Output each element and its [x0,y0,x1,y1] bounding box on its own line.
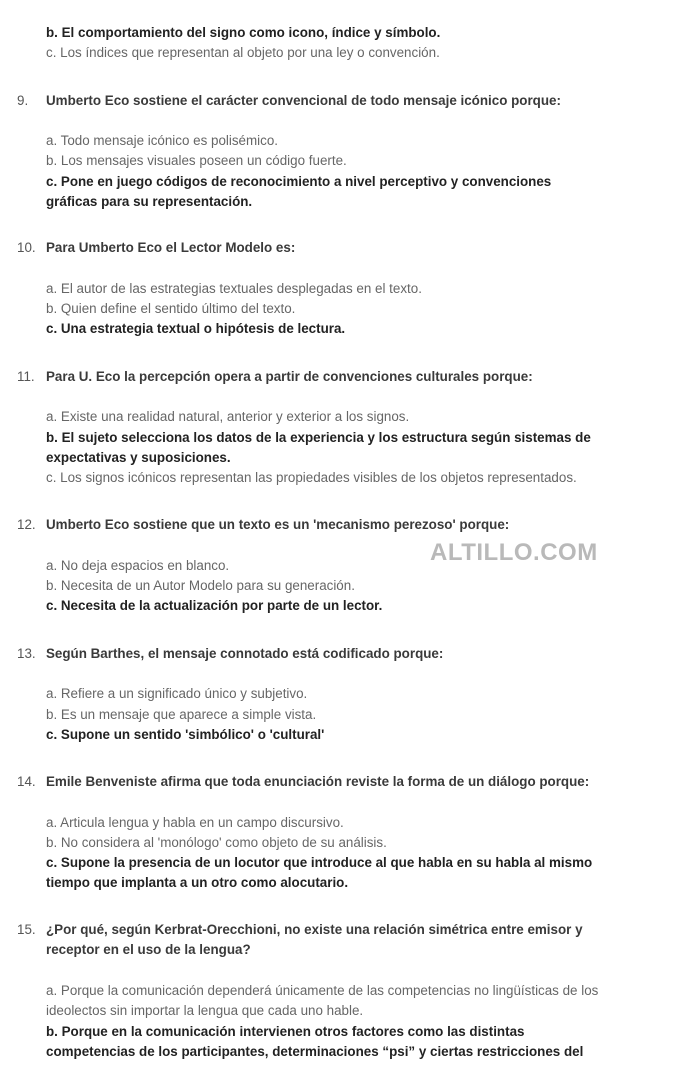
question-12-answer: c. Necesita de la actualización por parte de un lector. [46,598,383,613]
question-15-option-a: a. Porque la comunicación dependerá únicamente de las competencias no lingüísticas de los [46,983,599,998]
question-14-answer-cont: tiempo que implanta a un otro como alocutario. [46,875,349,890]
altillo-watermark: ALTILLO.COM [430,539,598,566]
question-14-answer: c. Supone la presencia de un locutor que introduce al que habla en su habla al mismo [46,855,593,870]
question-15-number: 15. [17,922,36,937]
question-10-text: Para Umberto Eco el Lector Modelo es: [46,240,296,255]
question-11-answer-cont: expectativas y suposiciones. [46,450,231,465]
question-9-number: 9. [17,93,29,108]
question-13-option-a: a. Refiere a un significado único y subjetivo. [46,686,308,701]
question-9-option-b: b. Los mensajes visuales poseen un código fuerte. [46,153,347,168]
question-14-number: 14. [17,774,36,789]
question-10-answer: c. Una estrategia textual o hipótesis de lectura. [46,321,346,336]
question-14-option-a: a. Articula lengua y habla en un campo discursivo. [46,815,344,830]
question-13-option-b: b. Es un mensaje que aparece a simple vista. [46,707,317,722]
prev-option-c: c. Los índices que representan al objeto por una ley o convención. [46,45,440,60]
question-11-number: 11. [17,369,35,384]
question-10-number: 10. [17,240,36,255]
question-9-option-a: a. Todo mensaje icónico es polisémico. [46,133,278,148]
question-12-option-b: b. Necesita de un Autor Modelo para su generación. [46,578,355,593]
question-14-option-b: b. No considera al 'monólogo' como objeto de su análisis. [46,835,387,850]
question-13-number: 13. [17,646,36,661]
question-13-text: Según Barthes, el mensaje connotado está codificado porque: [46,646,444,661]
question-15-text-cont: receptor en el uso de la lengua? [46,942,251,957]
question-12-text: Umberto Eco sostiene que un texto es un 'mecanismo perezoso' porque: [46,517,510,532]
question-9-text: Umberto Eco sostiene el carácter convencional de todo mensaje icónico porque: [46,93,561,108]
question-10-option-b: b. Quien define el sentido último del texto. [46,301,296,316]
question-12-option-a: a. No deja espacios en blanco. [46,558,230,573]
question-15-text: ¿Por qué, según Kerbrat-Orecchioni, no existe una relación simétrica entre emisor y [46,922,583,937]
question-13-answer: c. Supone un sentido 'simbólico' o 'cultural' [46,727,325,742]
question-9-answer: c. Pone en juego códigos de reconocimiento a nivel perceptivo y convenciones [46,174,552,189]
question-14-text: Emile Benveniste afirma que toda enunciación reviste la forma de un diálogo porque: [46,774,590,789]
question-12-number: 12. [17,517,36,532]
question-11-answer: b. El sujeto selecciona los datos de la experiencia y los estructura según sistemas de [46,430,591,445]
question-15-answer-cont: competencias de los participantes, determinaciones “psi” y ciertas restricciones del [46,1044,584,1059]
question-11-option-c: c. Los signos icónicos representan las propiedades visibles de los objetos representados. [46,470,577,485]
question-15-answer: b. Porque en la comunicación intervienen otros factores como las distintas [46,1024,525,1039]
question-9-answer-cont: gráficas para su representación. [46,194,253,209]
question-11-option-a: a. Existe una realidad natural, anterior y exterior a los signos. [46,409,410,424]
question-10-option-a: a. El autor de las estrategias textuales desplegadas en el texto. [46,281,422,296]
question-11-text: Para U. Eco la percepción opera a partir de convenciones culturales porque: [46,369,533,384]
prev-answer-b: b. El comportamiento del signo como icono, índice y símbolo. [46,25,441,40]
question-15-option-a-cont: ideolectos sin importar la lengua que cada uno hable. [46,1003,364,1018]
